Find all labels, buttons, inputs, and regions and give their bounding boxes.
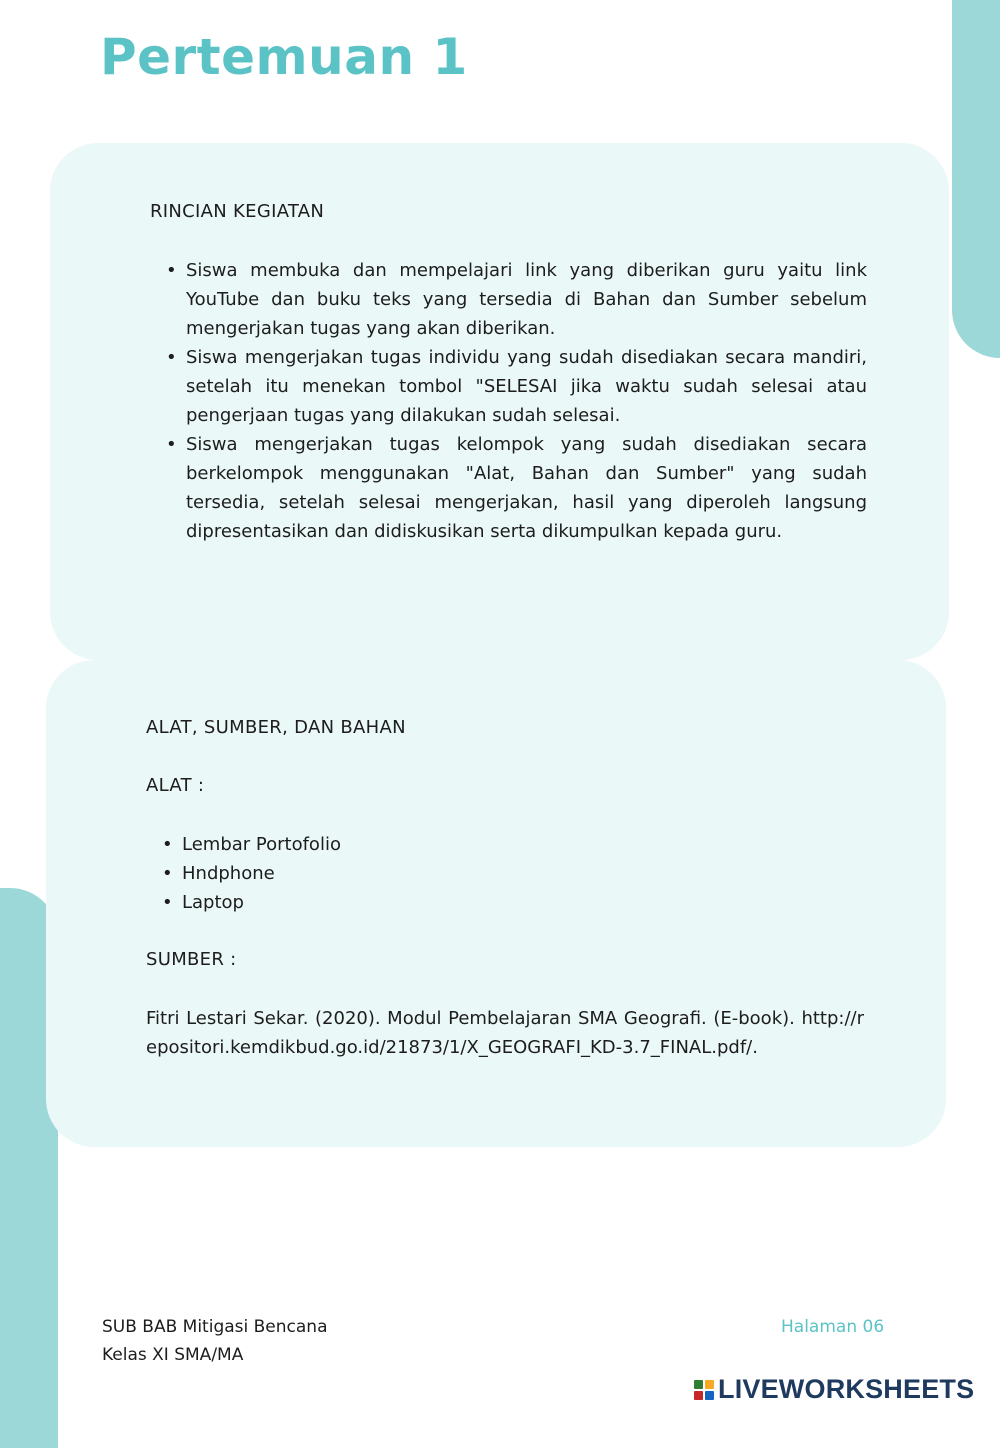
source-citation: Fitri Lestari Sekar. (2020). Modul Pembelajaran SMA Geografi. (E-book). http://repositori.kemdikbud.go.id/21873/1/X_GEOGRAFI_KD-3.7_FINAL.pdf/. [146,1008,864,1058]
tools-list [182,830,341,917]
page-title: Pertemuan 1 [100,28,468,86]
brand-name: LIVEWORKSHEETS [718,1374,975,1404]
footer-info [102,1313,327,1369]
activities-heading: RINCIAN KEGIATAN [150,201,325,222]
source-label: SUMBER : [146,949,237,970]
list-item: • Siswa mengerjakan tugas kelompok yang sudah disediakan secara berkelompok menggunakan "Alat, Bahan dan Sumber" yang sudah tersedia, setelah selesai mengerjakan, hasil yang diperoleh langsung dipresentasikan dan didiskusikan serta dikumpulkan kepada guru. [186,430,867,546]
resources-heading: ALAT, SUMBER, DAN BAHAN [146,717,406,738]
list-item: • Siswa mengerjakan tugas individu yang sudah disediakan secara mandiri, setelah itu menekan tombol "SELESAI jika waktu sudah selesai atau pengerjaan tugas yang dilakukan sudah selesai. [186,343,867,430]
page-number: Halaman 06 [781,1317,885,1337]
list-item: • Hndphone [182,859,341,888]
activities-list [186,256,867,546]
list-item: • Lembar Portofolio [182,830,341,859]
liveworksheets-logo-icon [694,1380,714,1400]
list-item: • Laptop [182,888,341,917]
tools-label: ALAT : [146,775,205,796]
liveworksheets-brand [694,1374,974,1405]
footer-class: Kelas XI SMA/MA [102,1345,244,1365]
list-item: • Siswa membuka dan mempelajari link yang diberikan guru yaitu link YouTube dan buku teks yang tersedia di Bahan dan Sumber sebelum mengerjakan tugas yang akan diberikan. [186,256,867,343]
footer-subject: SUB BAB Mitigasi Bencana [102,1317,328,1337]
decorative-shape-right [952,0,1000,358]
